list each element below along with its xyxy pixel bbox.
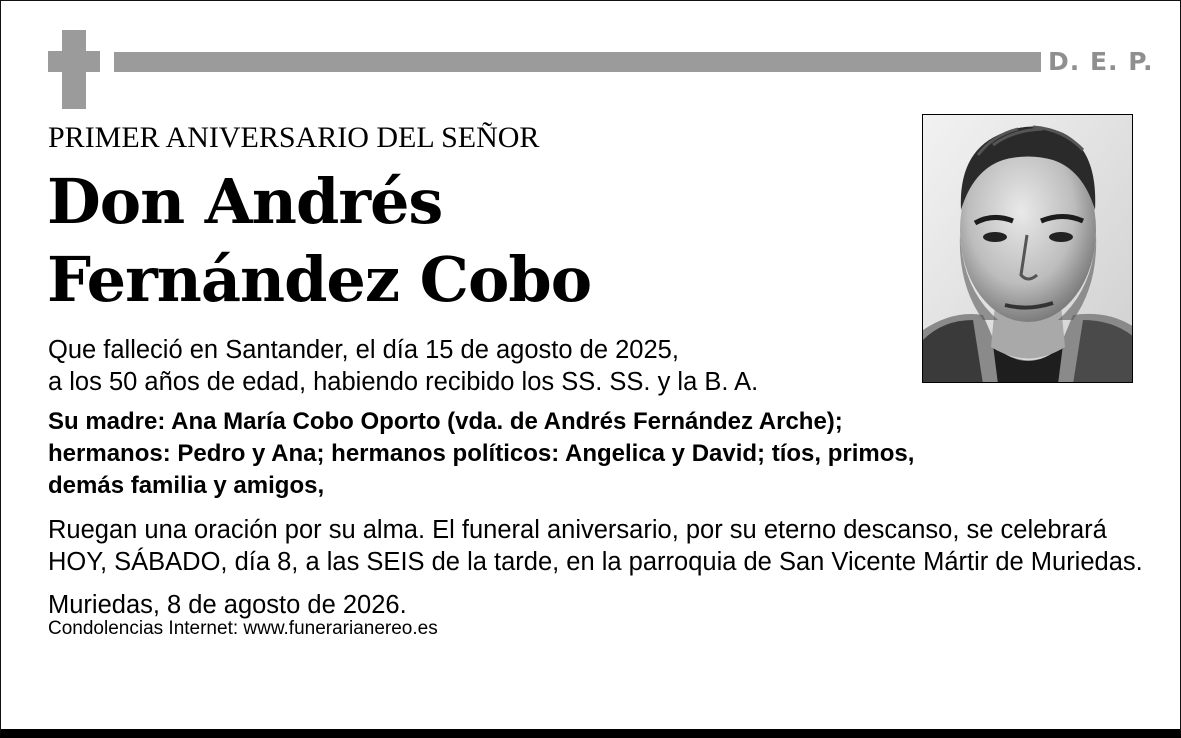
place-date: Muriedas, 8 de agosto de 2026. xyxy=(48,591,407,619)
condolences-link: Condolencias Internet: www.funerarianereo.es xyxy=(48,618,438,639)
family-line-2: hermanos: Pedro y Ana; hermanos políticos: Angelica y David; tíos, primos, xyxy=(48,440,915,467)
deceased-name xyxy=(47,163,591,319)
name-line-1: Don Andrés xyxy=(47,165,443,238)
death-notice-line-1: Que falleció en Santander, el día 15 de agosto de 2025, xyxy=(48,336,679,364)
cross-icon-arm xyxy=(48,51,100,72)
family-list xyxy=(48,406,914,502)
service-line-1: Ruegan una oración por su alma. El funeral aniversario, por su eterno descanso, se celebrará xyxy=(48,516,1107,544)
death-notice xyxy=(48,334,758,398)
death-notice-line-2: a los 50 años de edad, habiendo recibido los SS. SS. y la B. A. xyxy=(48,368,759,396)
portrait-photo xyxy=(922,114,1133,383)
service-details xyxy=(48,514,1143,578)
header-rule xyxy=(114,52,1041,72)
family-line-1: Su madre: Ana María Cobo Oporto (vda. de Andrés Fernández Arche); xyxy=(48,408,843,435)
notice-subtitle: PRIMER ANIVERSARIO DEL SEÑOR xyxy=(48,121,540,154)
name-line-2: Fernández Cobo xyxy=(47,243,592,316)
family-line-3: demás familia y amigos, xyxy=(48,472,325,499)
dep-label: D. E. P. xyxy=(1048,47,1154,76)
service-line-2: HOY, SÁBADO, día 8, a las SEIS de la tarde, en la parroquia de San Vicente Mártir de Muriedas. xyxy=(48,548,1143,576)
